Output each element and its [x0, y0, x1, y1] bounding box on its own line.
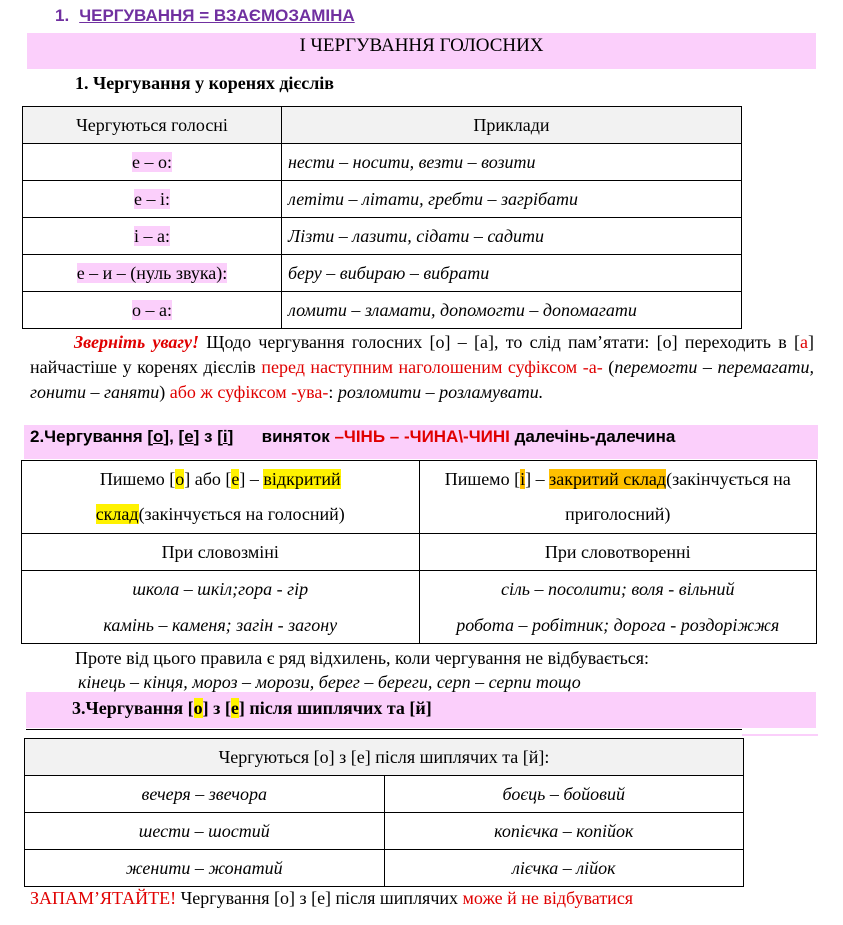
- open-closed-syllable-table: [21, 460, 817, 644]
- vowel-pair: е – и – (нуль звука):: [76, 262, 228, 283]
- title-number: 1.: [55, 6, 70, 25]
- title-text: ЧЕРГУВАННЯ = ВЗАЄМОЗАМІНА: [79, 6, 355, 25]
- attention-label: Зверніть увагу!: [74, 332, 200, 352]
- divider-accent: [742, 734, 818, 736]
- table-header-row: [25, 739, 744, 776]
- remember-note: ЗАПАМ’ЯТАЙТЕ! Чергування [о] з [е] після шиплячих може й не відбуватися: [30, 888, 634, 908]
- table-row: [23, 218, 742, 255]
- heading-after-sibilants: 3.Чергування [о] з [е] після шиплячих та [й]: [72, 698, 432, 718]
- closed-syllable-cell: Пишемо [і] – закритий склад(закінчується на приголосний): [419, 461, 817, 534]
- derivation-examples: сіль – посолити; воля - вільний робота – робітник; дорога - роздоріжжя: [419, 571, 817, 644]
- header-examples: Приклади: [282, 107, 742, 144]
- table-row: [23, 255, 742, 292]
- document-title: [55, 6, 355, 26]
- examples-cell: беру – вибираю – вибрати: [282, 255, 742, 292]
- table-row: [22, 461, 817, 534]
- table-row: [22, 534, 817, 571]
- table-row: женити – жонатий лієчка – лійок: [25, 850, 744, 887]
- open-syllable-cell: Пишемо [о] або [е] – відкритий склад(закінчується на голосний): [22, 461, 420, 534]
- table-row: [22, 571, 817, 644]
- examples-cell: летіти – літати, гребти – загрібати: [282, 181, 742, 218]
- heading-alternation-o-e-i: 2.Чергування [о], [е] з [і] виняток –ЧІНЬ – -ЧИНА\-ЧИНІ далечінь-далечина: [30, 427, 676, 446]
- vowel-pair: і – а:: [134, 225, 170, 246]
- table-header-row: [23, 107, 742, 144]
- sibilant-alternation-table: [24, 738, 744, 887]
- attention-paragraph: Зверніть увагу! Щодо чергування голосних [о] – [а], то слід пам’ятати: [о] переходить в [а] найчастіше у коренях дієслів перед наступним наголошеним суфіксом -а- (перемогти – перемагати, гонити – ганяти) або ж суфіксом -ува-: розломити – розламувати.: [30, 332, 815, 402]
- vowel-alternation-table: [22, 106, 742, 329]
- vowel-pair: о – а:: [132, 299, 172, 320]
- section-band: [27, 33, 816, 69]
- table-row: вечеря – звечора боєць – бойовий: [25, 776, 744, 813]
- table3-header: Чергуються [о] з [е] після шиплячих та [й]:: [25, 739, 744, 776]
- inflection-label: При словозміні: [22, 534, 420, 571]
- examples-cell: нести – носити, везти – возити: [282, 144, 742, 181]
- table-row: шести – шостий копієчка – копійок: [25, 813, 744, 850]
- examples-cell: ломити – зламати, допомогти – допомагати: [282, 292, 742, 329]
- exceptions-note: Проте від цього правила є ряд відхилень, коли чергування не відбувається:: [75, 648, 650, 668]
- examples-cell: Лізти – лазити, сідати – садити: [282, 218, 742, 255]
- derivation-label: При словотворенні: [419, 534, 817, 571]
- table-row: [23, 181, 742, 218]
- heading-verb-roots: 1. Чергування у коренях дієслів: [75, 73, 335, 93]
- divider: [26, 729, 742, 730]
- table-row: [23, 292, 742, 329]
- table-row: [23, 144, 742, 181]
- section-title: І ЧЕРГУВАННЯ ГОЛОСНИХ: [299, 35, 544, 56]
- exceptions-examples: кінець – кінця, мороз – морози, берег – береги, серп – серпи тощо: [78, 672, 581, 692]
- inflection-examples: школа – шкіл;гора - гір камінь – каменя; загін - загону: [22, 571, 420, 644]
- vowel-pair: е – і:: [134, 188, 170, 209]
- header-vowels: Чергуються голосні: [23, 107, 282, 144]
- vowel-pair: е – о:: [132, 151, 172, 172]
